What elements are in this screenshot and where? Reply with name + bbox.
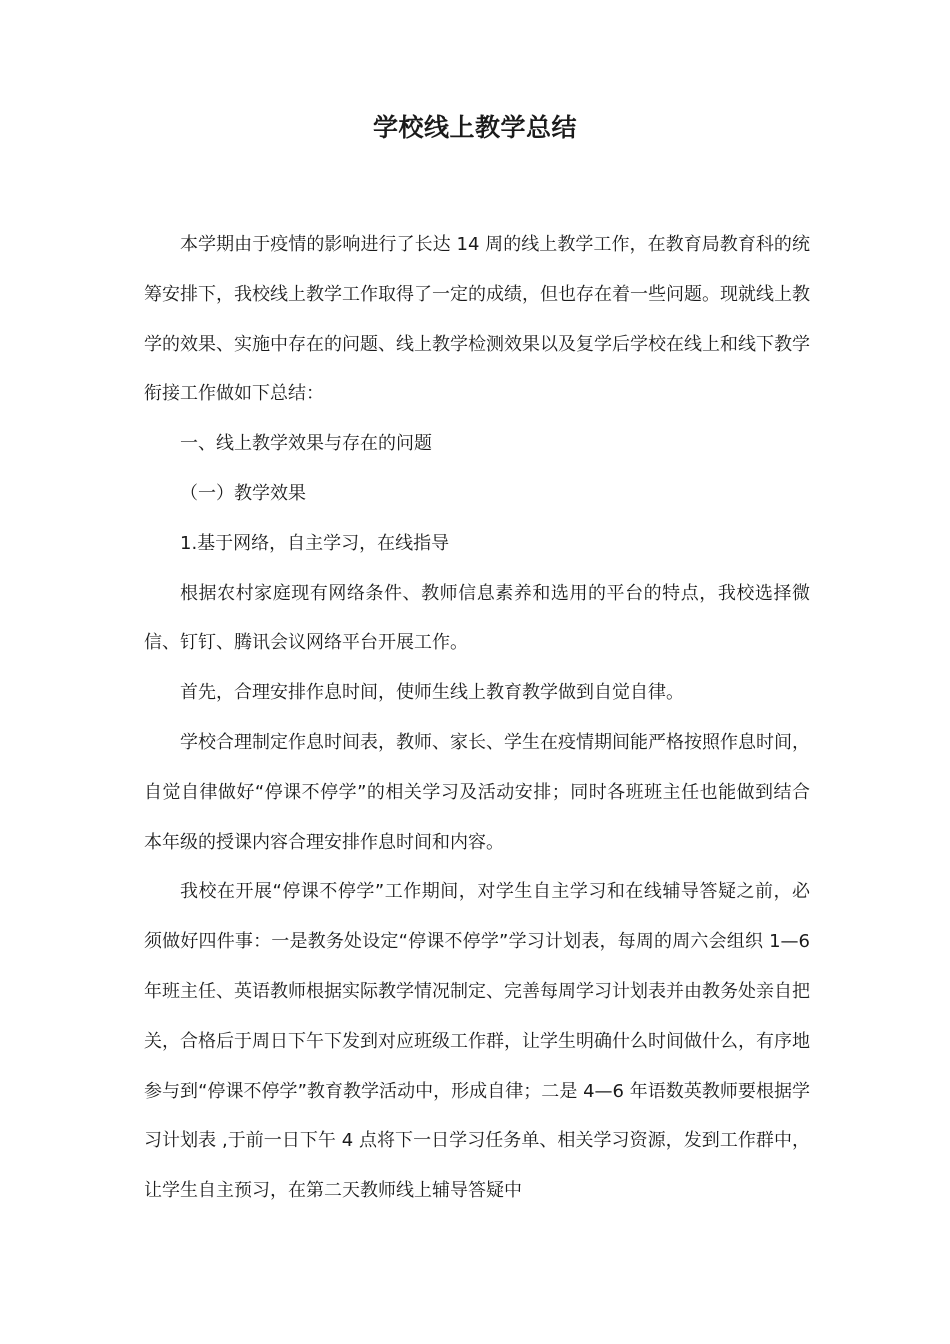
paragraph-platforms: 根据农村家庭现有网络条件、教师信息素养和选用的平台的特点，我校选择微信、钉钉、腾讯会议网络平台开展工作。: [144, 582, 810, 654]
paragraph-four-tasks: 我校在开展“停课不停学”工作期间，对学生自主学习和在线辅导答疑之前，必须做好四件事：一是教务处设定“停课不停学”学习计划表，每周的周六会组织 1—6 年班主任、英语教师根据实际教学情况制定、完善每周学习计划表并由教务处亲自把关，合格后于周日下午下发到对应班级工作群，让学生明确什么时间做什么，有序地参与到“停课不停学”教育教学活动中，形成自律；二是 4—6 年语数英教师要根据学习计划表 ,于前一日下午 4 点将下一日学习任务单、相关学习资源，发到工作群中，让学生自主预习，在第二天教师线上辅导答疑中: [144, 881, 810, 1202]
document-title: 学校线上教学总结: [372, 113, 577, 142]
section-heading-1: 一、线上教学效果与存在的问题: [180, 433, 432, 455]
document-body: [144, 220, 810, 1216]
paragraph-schedule: 学校合理制定作息时间表，教师、家长、学生在疫情期间能严格按照作息时间，自觉自律做好“停课不停学”的相关学习及活动安排；同时各班班主任也能做到结合本年级的授课内容合理安排作息时间和内容。: [144, 731, 810, 853]
subsection-heading-1: （一）教学效果: [180, 482, 306, 504]
paragraph-intro: 本学期由于疫情的影响进行了长达 14 周的线上教学工作，在教育局教育科的统筹安排下，我校线上教学工作取得了一定的成绩，但也存在着一些问题。现就线上教学的效果、实施中存在的问题、线上教学检测效果以及复学后学校在线上和线下教学衔接工作做如下总结：: [144, 234, 810, 405]
item-heading-1: 1.基于网络，自主学习，在线指导: [180, 532, 450, 554]
paragraph-first: 首先，合理安排作息时间，使师生线上教育教学做到自觉自律。: [180, 682, 684, 704]
